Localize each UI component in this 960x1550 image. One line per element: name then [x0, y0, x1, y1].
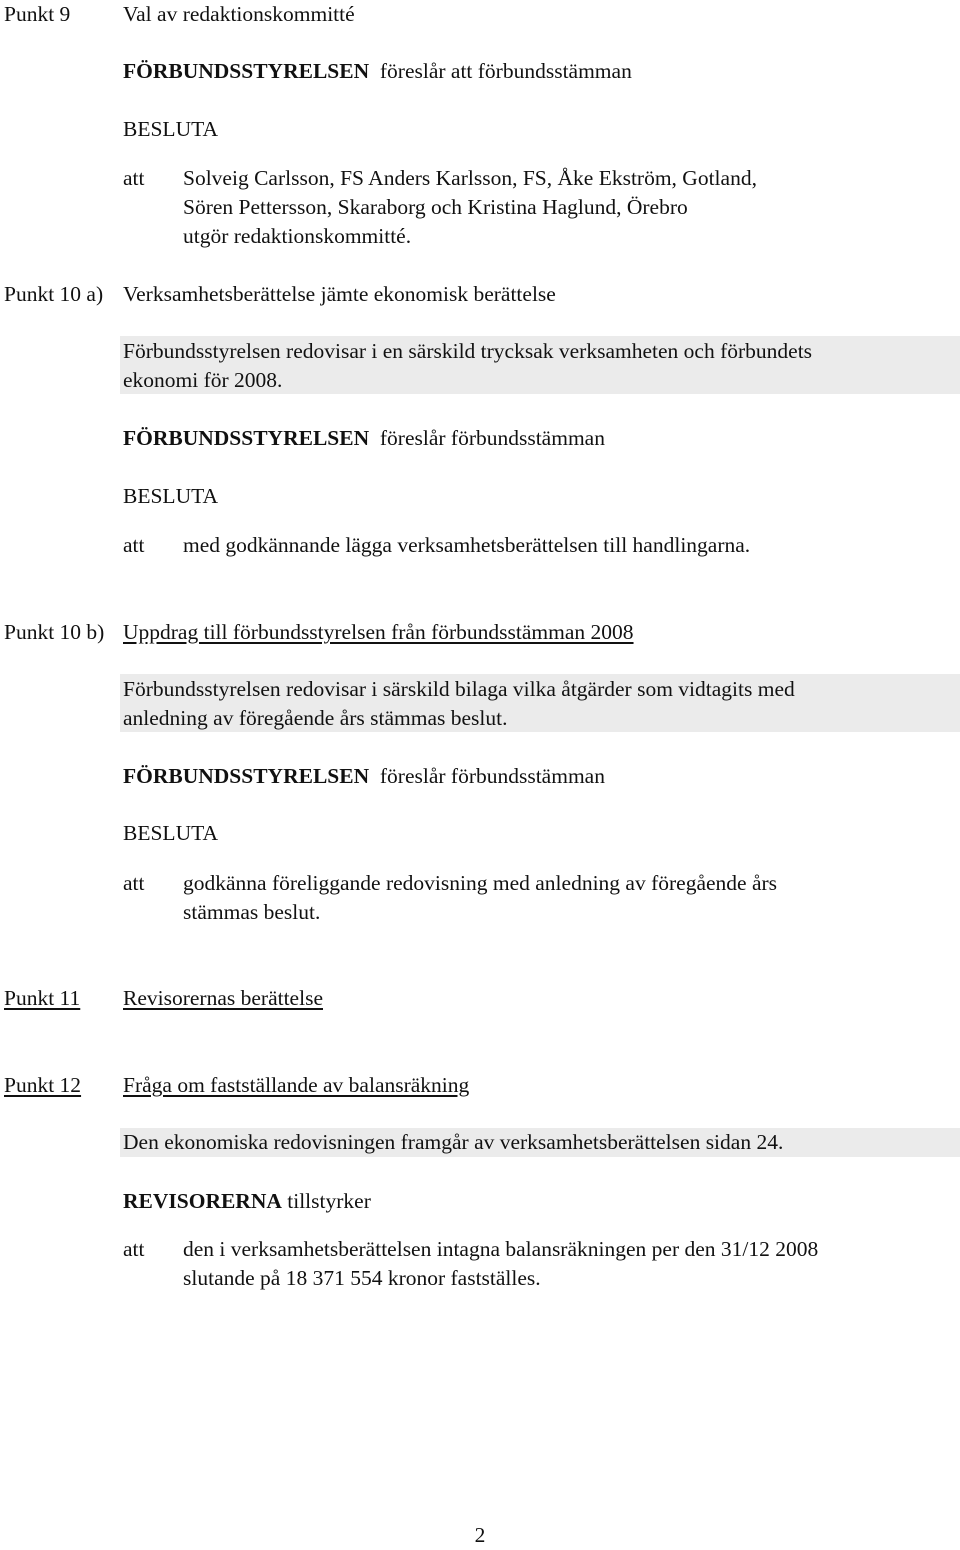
proposer-name: FÖRBUNDSSTYRELSEN	[123, 764, 370, 788]
punkt-10b-info-box	[120, 674, 960, 732]
punkt-12-info: Den ekonomiska redovisningen framgår av verksamhetsberättelsen sidan 24.	[123, 1130, 784, 1154]
proposer-text: föreslår förbundsstämman	[379, 764, 605, 788]
punkt-10a-label: Punkt 10 a)	[4, 282, 104, 306]
punkt-10b-info-line-1: Förbundsstyrelsen redovisar i särskild bilaga vilka åtgärder som vidtagits med	[123, 677, 795, 701]
page-number: 2	[474, 1523, 486, 1547]
punkt-9-body-line-3: utgör redaktionskommitté.	[183, 224, 412, 248]
proposer-text: föreslår att förbundsstämman	[379, 59, 632, 83]
punkt-10b-proposer	[123, 762, 605, 791]
punkt-9-proposer	[123, 57, 632, 86]
punkt-9-label: Punkt 9	[4, 2, 71, 26]
punkt-10a-info-box	[120, 336, 960, 394]
punkt-12-body-line-1: den i verksamhetsberättelsen intagna balansräkningen per den 31/12 2008	[183, 1237, 819, 1261]
punkt-12-label: Punkt 12	[4, 1073, 82, 1097]
punkt-10a-att: att	[123, 533, 145, 557]
punkt-10b-att: att	[123, 871, 145, 895]
punkt-10b-title: Uppdrag till förbundsstyrelsen från förbundsstämman 2008	[123, 620, 634, 644]
punkt-11-label: Punkt 11	[4, 986, 81, 1010]
punkt-10b-label: Punkt 10 b)	[4, 620, 105, 644]
punkt-9-body-line-2: Sören Pettersson, Skaraborg och Kristina Haglund, Örebro	[183, 195, 688, 219]
punkt-11-title: Revisorernas berättelse	[123, 986, 323, 1010]
punkt-12-info-box	[120, 1128, 960, 1157]
punkt-12-att: att	[123, 1237, 145, 1261]
punkt-9-besluta: BESLUTA	[123, 117, 219, 141]
proposer-name: FÖRBUNDSSTYRELSEN	[123, 59, 370, 83]
proposer-name: REVISORERNA	[123, 1189, 282, 1213]
punkt-12-proposer	[123, 1187, 371, 1216]
punkt-10a-title: Verksamhetsberättelse jämte ekonomisk berättelse	[123, 282, 556, 306]
punkt-10b-body-line-1: godkänna föreliggande redovisning med anledning av föregående års	[183, 871, 778, 895]
punkt-10a-body: med godkännande lägga verksamhetsberättelsen till handlingarna.	[183, 533, 751, 557]
punkt-10b-body-line-2: stämmas beslut.	[183, 900, 321, 924]
punkt-10b-besluta: BESLUTA	[123, 821, 219, 845]
proposer-text: tillstyrker	[287, 1189, 371, 1213]
punkt-10a-info-line-2: ekonomi för 2008.	[123, 368, 283, 392]
proposer-text: föreslår förbundsstämman	[379, 426, 605, 450]
punkt-9-att: att	[123, 166, 145, 190]
punkt-12-title: Fråga om fastställande av balansräkning	[123, 1073, 470, 1097]
punkt-12-body-line-2: slutande på 18 371 554 kronor fastställes.	[183, 1266, 541, 1290]
proposer-name: FÖRBUNDSSTYRELSEN	[123, 426, 370, 450]
punkt-9-title: Val av redaktionskommitté	[123, 2, 355, 26]
punkt-10a-besluta: BESLUTA	[123, 484, 219, 508]
punkt-10a-info-line-1: Förbundsstyrelsen redovisar i en särskild trycksak verksamheten och förbundets	[123, 339, 813, 363]
punkt-10a-proposer	[123, 424, 605, 453]
punkt-9-body-line-1: Solveig Carlsson, FS Anders Karlsson, FS, Åke Ekström, Gotland,	[183, 166, 757, 190]
punkt-10b-info-line-2: anledning av föregående års stämmas beslut.	[123, 706, 508, 730]
